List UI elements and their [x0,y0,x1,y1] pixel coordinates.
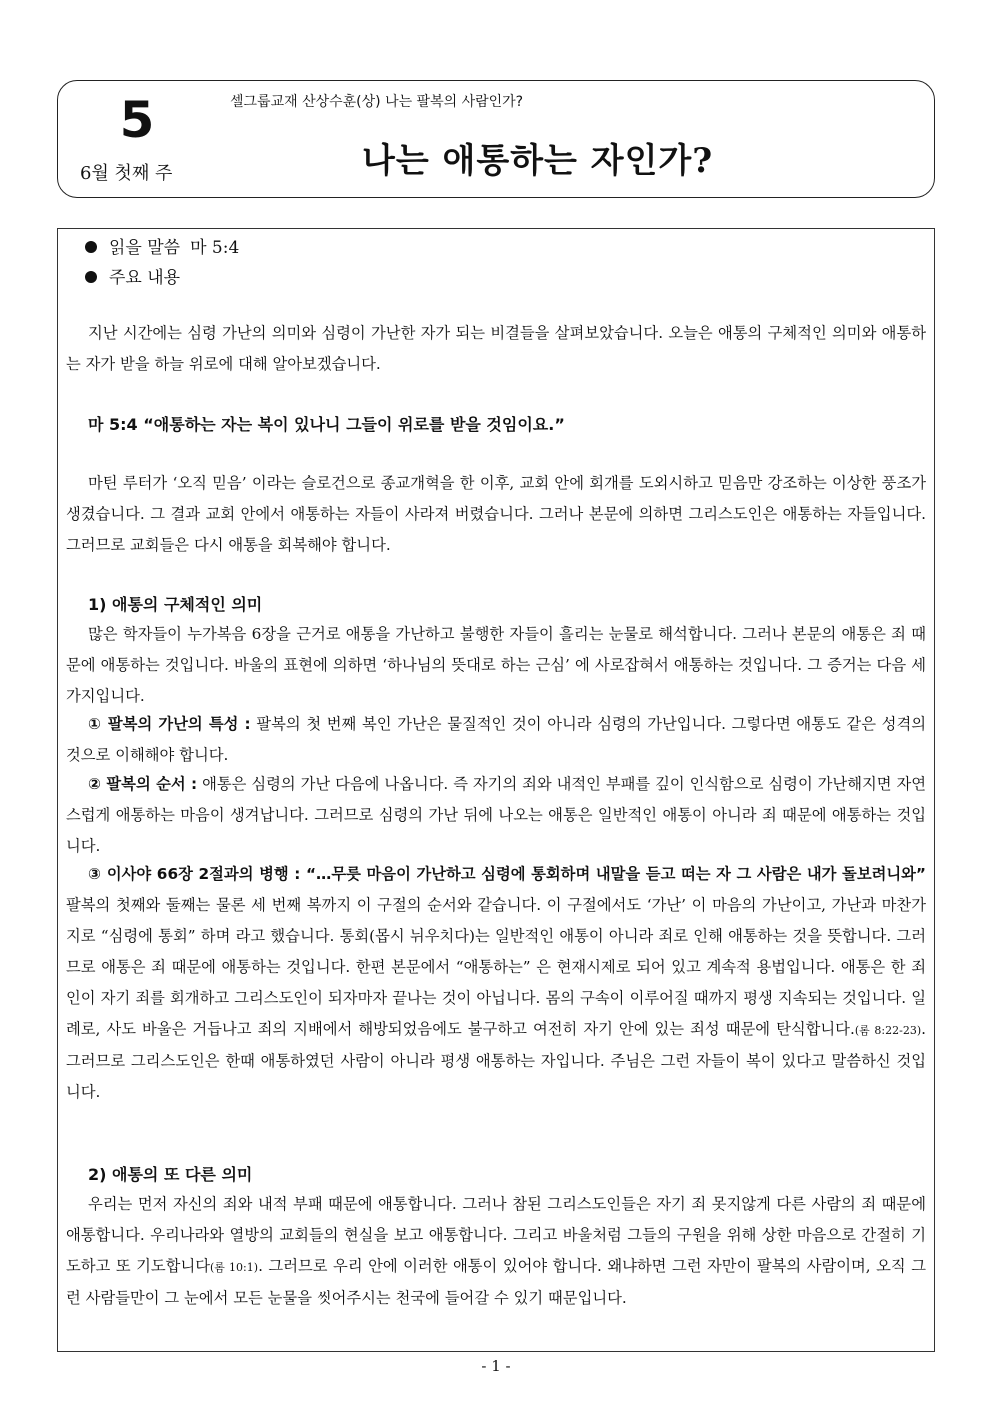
section1-intro: 많은 학자들이 누가복음 6장을 근거로 애통을 가난하고 불행한 자들이 흘리는 눈물로 해석합니다. 그러나 본문의 애통은 죄 때문에 애통하는 것입니다. 바울의 표현에 의하면 ‘하나님의 뜻대로 하는 근심’ 에 사로잡혀서 애통하는 것입니다. 그 증거는 다음 세 가지입니다. [66,625,926,705]
section1-point3 [66,859,926,1108]
point3-ref: (롬 8:22-23) [854,1024,922,1037]
section1-point2 [66,769,926,862]
week-label: 6월 첫째 주 [80,163,173,184]
bullet-reading [85,236,239,260]
bullet-ref: 마 5:4 [190,238,240,258]
point1-text: 팔복의 첫 번째 복인 가난은 물질적인 것이 아니라 심령의 가난입니다. 그렇다면 애통도 같은 성격의 것으로 이해해야 합니다. [66,715,926,764]
section1-point1 [66,709,926,771]
point1-label: ① 팔복의 가난의 특성 : [88,715,251,733]
section2-paragraph [66,1189,926,1314]
section1-heading: 1) 애통의 구체적인 의미 [88,595,263,614]
series-title: 셀그룹교재 산상수훈(상) 나는 팔복의 사람인가? [230,94,524,110]
section2-text-a: 우리는 먼저 자신의 죄와 내적 부패 때문에 애통합니다. 그러나 참된 그리스도인들은 자기 죄 못지않게 다른 사람의 죄 때문에 애통합니다. 우리나라와 열방의 교회들의 현실을 보고 애통합니다. 그리고 바울처럼 그들의 구원을 위해 상한 마음으로 간절히 기도하고 또 기도합니다 [66,1195,926,1275]
lesson-number: 5 [119,91,155,149]
bullet-summary [85,266,180,290]
point2-label: ② 팔복의 순서 : [88,775,198,793]
bullet-label: 읽을 말씀 [109,238,181,258]
section2-heading: 2) 애통의 또 다른 의미 [88,1165,253,1184]
bullet-dot-icon [85,271,97,283]
bullet-dot-icon [85,241,97,253]
point3-label: ③ 이사야 66장 2절과의 병행 : “…무릇 마음이 가난하고 심령에 통회하며 내말을 듣고 떠는 자 그 사람은 내가 돌보려니와” [88,865,926,883]
section2-ref: (롬 10:1) [210,1261,259,1274]
page-title: 나는 애통하는 자인가? [362,141,714,181]
point3-text-b: . 그러므로 그리스도인은 한때 애통하였던 사람이 아니라 평생 애통하는 자입니다. 주님은 그런 자들이 복이 있다고 말씀하신 것입니다. [66,1020,927,1101]
page-number: - 1 - [481,1357,511,1375]
luther-paragraph: 마틴 루터가 ‘오직 믿음’ 이라는 슬로건으로 종교개혁을 한 이후, 교회 안에 회개를 도외시하고 믿음만 강조하는 이상한 풍조가 생겼습니다. 그 결과 교회 안에서 애통하는 자들이 사라져 버렸습니다. 그러나 본문에 의하면 그리스도인은 애통하는 자들입니다. 그러므로 교회들은 다시 애통을 회복해야 합니다. [66,474,926,554]
section2-text-b: . 그러므로 우리 안에 이러한 애통이 있어야 합니다. 왜냐하면 그런 자만이 팔복의 사람이며, 오직 그런 사람들만이 그 눈에서 모든 눈물을 씻어주시는 천국에 들어갈 수 있기 때문입니다. [66,1257,926,1307]
bullet-label: 주요 내용 [109,268,181,288]
key-verse: 마 5:4 “애통하는 자는 복이 있나니 그들이 위로를 받을 것임이요.” [88,415,565,434]
point3-text-a: 팔복의 첫째와 둘째는 물론 세 번째 복까지 이 구절의 순서와 같습니다. 이 구절에서도 ‘가난’ 이 마음의 가난이고, 가난과 마찬가지로 “심령에 통회” 하며 라고 했습니다. 통회(몹시 뉘우치다)는 일반적인 애통이 아니라 죄로 인해 애통하는 것을 뜻합니다. 그러므로 애통은 죄 때문에 애통하는 것입니다. 한편 본문에서 “애통하는” 은 현재시제로 되어 있고 계속적 용법입니다. 애통은 한 죄인이 자기 죄를 회개하고 그리스도인이 되자마자 끝나는 것이 아닙니다. 몸의 구속이 이루어질 때까지 평생 지속되는 것입니다. 일례로, 사도 바울은 거듭나고 죄의 지배에서 해방되었음에도 불구하고 여전히 자기 안에 있는 죄성 때문에 탄식합니다. [66,896,926,1038]
intro-paragraph: 지난 시간에는 심령 가난의 의미와 심령이 가난한 자가 되는 비결들을 살펴보았습니다. 오늘은 애통의 구체적인 의미와 애통하는 자가 받을 하늘 위로에 대해 알아보겠습니다. [66,324,926,373]
point2-text: 애통은 심령의 가난 다음에 나옵니다. 즉 자기의 죄와 내적인 부패를 깊이 인식함으로 심령이 가난해지면 자연스럽게 애통하는 마음이 생겨납니다. 그러므로 심령의 가난 뒤에 나오는 애통은 일반적인 애통이 아니라 죄 때문에 애통하는 것입니다. [66,775,927,855]
